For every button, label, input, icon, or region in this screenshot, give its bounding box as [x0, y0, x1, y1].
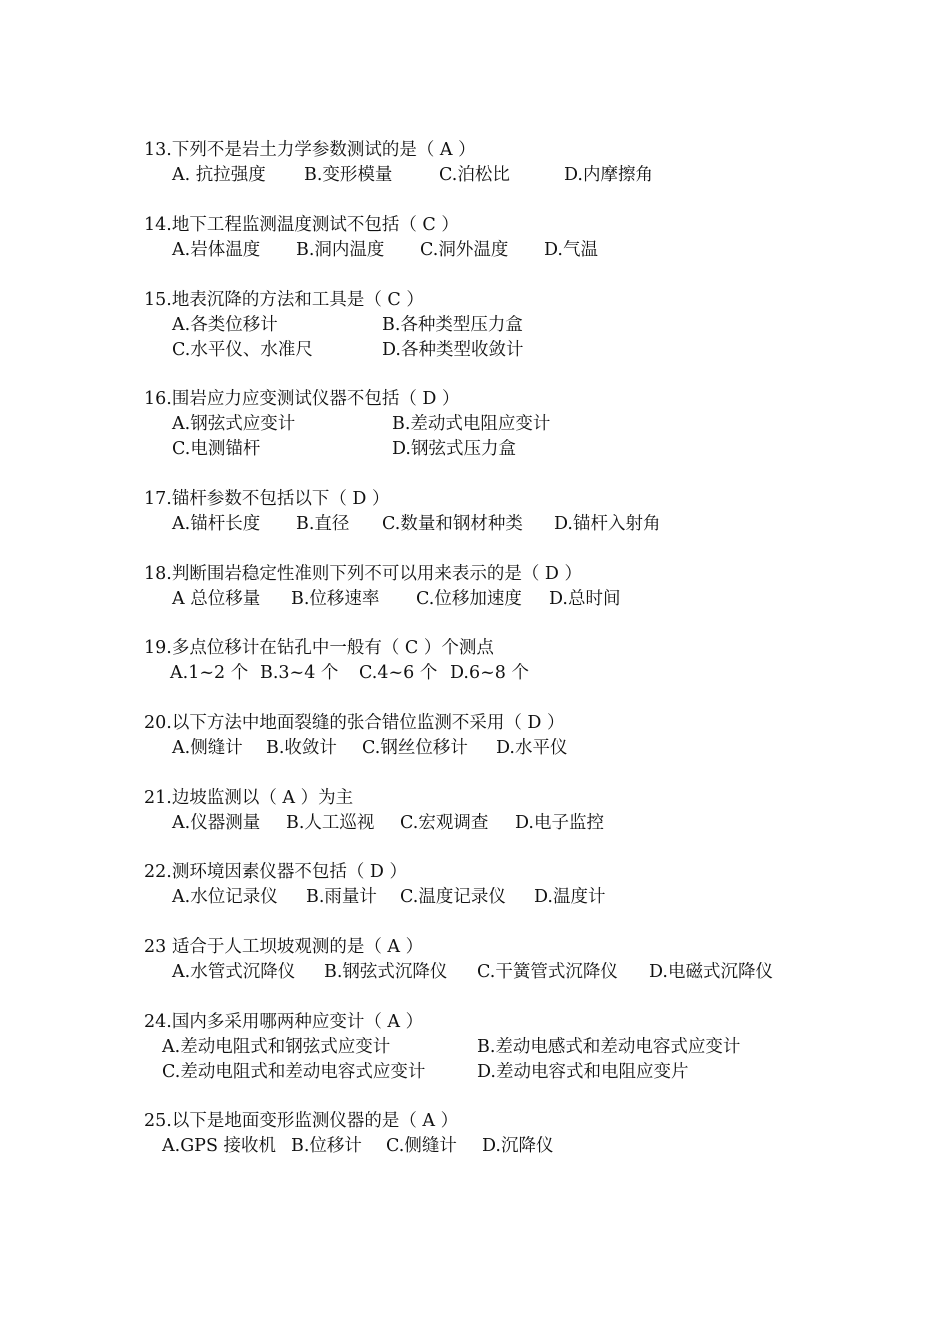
- option-c: C.差动电阻式和差动电容式应变计: [162, 1062, 426, 1082]
- option-d: D.温度计: [534, 887, 606, 907]
- option-row: [144, 1060, 904, 1085]
- option-a: A.水位记录仪: [172, 887, 278, 907]
- question-16: [144, 387, 904, 462]
- option-a: A.水管式沉降仪: [172, 962, 296, 982]
- option-b: B.钢弦式沉降仪: [324, 962, 448, 982]
- option-d: D.各种类型收敛计: [382, 340, 524, 360]
- option-row: [144, 338, 904, 363]
- option-d: D.总时间: [549, 589, 621, 609]
- option-d: D.内摩擦角: [564, 165, 653, 185]
- option-d: D.电磁式沉降仪: [649, 962, 773, 982]
- question-23: [144, 935, 904, 985]
- option-row: [144, 587, 904, 612]
- option-b: B.洞内温度: [296, 240, 385, 260]
- option-row: [144, 1035, 904, 1060]
- option-d: D.气温: [544, 240, 598, 260]
- option-c: C.水平仪、水准尺: [172, 340, 313, 360]
- option-c: C.位移加速度: [416, 589, 522, 609]
- question-22: [144, 860, 904, 910]
- question-stem: 16.围岩应力应变测试仪器不包括（ D ）: [144, 389, 460, 409]
- option-c: C.数量和钢材种类: [382, 514, 523, 534]
- option-b: B.差动电感式和差动电容式应变计: [477, 1037, 741, 1057]
- option-c: C.泊松比: [439, 165, 510, 185]
- option-c: C.钢丝位移计: [362, 738, 468, 758]
- question-stem: 18.判断围岩稳定性准则下列不可以用来表示的是（ D ）: [144, 564, 582, 584]
- option-a: A.各类位移计: [172, 315, 278, 335]
- option-a: A.锚杆长度: [172, 514, 261, 534]
- question-20: [144, 711, 904, 761]
- question-15: [144, 288, 904, 363]
- option-a: A.GPS 接收机: [162, 1136, 277, 1156]
- question-17: [144, 487, 904, 537]
- question-stem: 21.边坡监测以（ A ）为主: [144, 788, 354, 808]
- option-a: A.侧缝计: [172, 738, 243, 758]
- question-stem: 14.地下工程监测温度测试不包括（ C ）: [144, 215, 459, 235]
- option-b: B.人工巡视: [286, 813, 375, 833]
- option-row: [144, 313, 904, 338]
- option-a: A.岩体温度: [172, 240, 261, 260]
- option-b: B.各种类型压力盒: [382, 315, 523, 335]
- option-b: B.位移速率: [291, 589, 380, 609]
- question-stem: 22.测环境因素仪器不包括（ D ）: [144, 862, 407, 882]
- option-d: D.水平仪: [496, 738, 568, 758]
- option-c: C.干簧管式沉降仪: [477, 962, 618, 982]
- option-c: C.电测锚杆: [172, 439, 261, 459]
- question-stem: 20.以下方法中地面裂缝的张合错位监测不采用（ D ）: [144, 713, 565, 733]
- option-row: [144, 512, 904, 537]
- question-stem: 23 适合于人工坝坡观测的是（ A ）: [144, 937, 424, 957]
- option-b: B.变形模量: [304, 165, 393, 185]
- question-14: [144, 213, 904, 263]
- question-stem: 17.锚杆参数不包括以下（ D ）: [144, 489, 390, 509]
- option-c: C.洞外温度: [420, 240, 509, 260]
- question-stem: 25.以下是地面变形监测仪器的是（ A ）: [144, 1111, 459, 1131]
- option-b: B.差动式电阻应变计: [392, 414, 551, 434]
- question-24: [144, 1010, 904, 1085]
- question-18: [144, 562, 904, 612]
- option-row: [144, 1134, 904, 1159]
- option-row: [144, 736, 904, 761]
- option-a: A.钢弦式应变计: [172, 414, 296, 434]
- option-row: [144, 661, 904, 686]
- question-stem: 24.国内多采用哪两种应变计（ A ）: [144, 1012, 424, 1032]
- option-d: D.差动电容式和电阻应变片: [477, 1062, 689, 1082]
- option-b: B.收敛计: [266, 738, 337, 758]
- question-21: [144, 786, 904, 836]
- option-a: A.仪器测量: [172, 813, 261, 833]
- option-d: D.电子监控: [515, 813, 604, 833]
- option-row: [144, 811, 904, 836]
- option-a: A. 抗拉强度: [172, 165, 266, 185]
- option-row: [144, 412, 904, 437]
- option-d: D.沉降仪: [482, 1136, 554, 1156]
- option-d: D.6~8 个: [450, 663, 529, 683]
- option-row: [144, 960, 904, 985]
- question-stem: 19.多点位移计在钻孔中一般有（ C ）个测点: [144, 638, 494, 658]
- option-c: C.温度记录仪: [400, 887, 506, 907]
- option-b: B.3~4 个: [260, 663, 339, 683]
- option-a: A.差动电阻式和钢弦式应变计: [162, 1037, 391, 1057]
- question-25: [144, 1109, 904, 1159]
- option-a: A 总位移量: [172, 589, 261, 609]
- option-a: A.1~2 个: [170, 663, 249, 683]
- option-d: D.锚杆入射角: [554, 514, 661, 534]
- option-d: D.钢弦式压力盒: [392, 439, 516, 459]
- option-b: B.位移计: [291, 1136, 362, 1156]
- question-13: [144, 138, 904, 188]
- option-row: [144, 163, 904, 188]
- option-row: [144, 437, 904, 462]
- option-b: B.直径: [296, 514, 350, 534]
- option-c: C.4~6 个: [359, 663, 438, 683]
- question-stem: 13.下列不是岩土力学参数测试的是（ A ）: [144, 140, 476, 160]
- option-c: C.侧缝计: [386, 1136, 457, 1156]
- option-row: [144, 885, 904, 910]
- option-b: B.雨量计: [306, 887, 377, 907]
- question-stem: 15.地表沉降的方法和工具是（ C ）: [144, 290, 424, 310]
- option-c: C.宏观调查: [400, 813, 489, 833]
- option-row: [144, 238, 904, 263]
- question-19: [144, 636, 904, 686]
